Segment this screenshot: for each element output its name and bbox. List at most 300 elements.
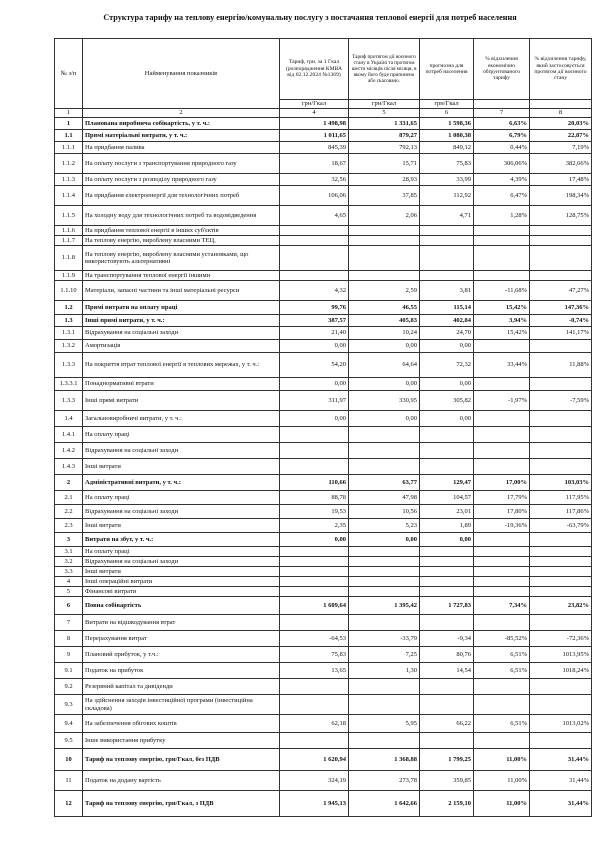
value-tariff: 1 609,64 [280, 597, 349, 615]
row-number: 11 [55, 771, 83, 791]
value-war-tariff [349, 459, 420, 475]
value-forecast: 1 080,38 [420, 130, 474, 142]
value-tariff: 845,39 [280, 142, 349, 154]
table-row [55, 533, 592, 547]
index-cell: 2 [83, 109, 280, 118]
value-tariff: 324,19 [280, 771, 349, 791]
value-forecast: 4,71 [420, 206, 474, 226]
value-tariff [280, 547, 349, 557]
table-row [55, 733, 592, 749]
value-war-tariff: 28,93 [349, 174, 420, 186]
value-deviation-war [530, 533, 592, 547]
value-tariff: 311,97 [280, 391, 349, 411]
value-forecast: 66,22 [420, 715, 474, 733]
value-deviation-war [530, 577, 592, 587]
indicator-name: На оплату послуги з транспортування природного газу [83, 154, 280, 174]
value-tariff: 62,18 [280, 715, 349, 733]
table-row [55, 411, 592, 427]
value-deviation-war: -7,59% [530, 391, 592, 411]
value-tariff: -64,53 [280, 631, 349, 647]
row-number: 3.3 [55, 567, 83, 577]
row-number: 1.1.1 [55, 142, 83, 154]
value-deviation [474, 246, 530, 271]
row-number: 3 [55, 533, 83, 547]
value-war-tariff: 2,06 [349, 206, 420, 226]
indicator-name: Прямі витрати на оплату праці [83, 301, 280, 315]
value-deviation [474, 378, 530, 391]
value-forecast: 1 799,25 [420, 749, 474, 771]
value-deviation-war [530, 226, 592, 236]
value-forecast: 115,14 [420, 301, 474, 315]
unit-col7 [474, 100, 530, 109]
indicator-name: Витрати на відшкодування втрат [83, 615, 280, 631]
table-row [55, 154, 592, 174]
value-tariff [280, 567, 349, 577]
row-number: 1 [55, 118, 83, 130]
value-deviation-war: 128,75% [530, 206, 592, 226]
value-forecast: 33,99 [420, 174, 474, 186]
value-deviation [474, 733, 530, 749]
value-tariff [280, 615, 349, 631]
value-war-tariff: 64,64 [349, 353, 420, 378]
indicator-name: На оплату послуги з розподілу природного газу [83, 174, 280, 186]
index-cell: 6 [420, 109, 474, 118]
value-deviation [474, 459, 530, 475]
value-forecast [420, 557, 474, 567]
indicator-name: На придбання палива [83, 142, 280, 154]
value-deviation: 6,51% [474, 647, 530, 663]
value-tariff [280, 733, 349, 749]
value-forecast [420, 615, 474, 631]
value-tariff: 19,53 [280, 505, 349, 519]
value-war-tariff [349, 226, 420, 236]
value-forecast [420, 236, 474, 246]
value-tariff [280, 679, 349, 695]
row-number: 1.1.3 [55, 174, 83, 186]
value-deviation [474, 411, 530, 427]
value-deviation: -1,97% [474, 391, 530, 411]
value-deviation-war [530, 378, 592, 391]
value-forecast: 1 598,36 [420, 118, 474, 130]
row-number: 7 [55, 615, 83, 631]
value-deviation: 6,51% [474, 663, 530, 679]
header-row [55, 39, 592, 100]
value-deviation: 6,51% [474, 715, 530, 733]
value-deviation-war: -63,79% [530, 519, 592, 533]
value-war-tariff: 5,95 [349, 715, 420, 733]
row-number: 1.4 [55, 411, 83, 427]
value-war-tariff: 0,00 [349, 411, 420, 427]
row-number: 1.3.3.1 [55, 378, 83, 391]
row-number: 1.1 [55, 130, 83, 142]
indicator-name: Податок на прибуток [83, 663, 280, 679]
value-deviation: 15,42% [474, 301, 530, 315]
row-number: 4 [55, 577, 83, 587]
row-number: 2.2 [55, 505, 83, 519]
table-row [55, 443, 592, 459]
value-deviation [474, 226, 530, 236]
unit-col8 [530, 100, 592, 109]
table-row [55, 174, 592, 186]
value-forecast [420, 271, 474, 281]
value-tariff: 88,78 [280, 491, 349, 505]
value-deviation: 11,00% [474, 749, 530, 771]
value-tariff: 110,66 [280, 475, 349, 491]
row-number: 5 [55, 587, 83, 597]
value-forecast: 80,76 [420, 647, 474, 663]
table-row [55, 427, 592, 443]
table-row [55, 647, 592, 663]
value-war-tariff: 0,00 [349, 378, 420, 391]
indicator-name: На оплату праці [83, 491, 280, 505]
row-number: 1.3.1 [55, 327, 83, 340]
row-number: 1.2 [55, 301, 83, 315]
value-war-tariff: 1 395,42 [349, 597, 420, 615]
value-war-tariff: 405,83 [349, 315, 420, 327]
value-deviation [474, 427, 530, 443]
value-war-tariff: 1,30 [349, 663, 420, 679]
row-number: 9.2 [55, 679, 83, 695]
value-forecast: 3,81 [420, 281, 474, 301]
table-row [55, 301, 592, 315]
row-number: 1.3.3 [55, 353, 83, 378]
table-row [55, 771, 592, 791]
value-war-tariff [349, 443, 420, 459]
indicator-name: На оплату праці [83, 427, 280, 443]
value-forecast [420, 547, 474, 557]
value-tariff: 1 945,13 [280, 791, 349, 817]
value-tariff: 0,00 [280, 340, 349, 353]
row-number: 12 [55, 791, 83, 817]
value-war-tariff: 7,25 [349, 647, 420, 663]
value-deviation-war: 382,66% [530, 154, 592, 174]
value-war-tariff: 1 368,88 [349, 749, 420, 771]
value-war-tariff [349, 427, 420, 443]
row-number: 2 [55, 475, 83, 491]
indicator-name: Загальновиробничі витрати, у т. ч.: [83, 411, 280, 427]
value-deviation [474, 567, 530, 577]
value-war-tariff [349, 271, 420, 281]
value-deviation: -85,52% [474, 631, 530, 647]
value-war-tariff: 46,55 [349, 301, 420, 315]
unit-col5: грн/Гкал [349, 100, 420, 109]
row-number: 1.1.10 [55, 281, 83, 301]
value-forecast [420, 695, 474, 715]
value-deviation [474, 340, 530, 353]
index-cell: 1 [55, 109, 83, 118]
table-row [55, 353, 592, 378]
indicator-name: Тариф на теплову енергію, грн/Гкал, без ПДВ [83, 749, 280, 771]
value-war-tariff: 15,71 [349, 154, 420, 174]
value-deviation-war: 17,48% [530, 174, 592, 186]
table-row [55, 597, 592, 615]
value-deviation-war [530, 733, 592, 749]
value-tariff [280, 226, 349, 236]
table-row [55, 557, 592, 567]
value-deviation-war: 7,19% [530, 142, 592, 154]
value-deviation: 6,79% [474, 130, 530, 142]
header-col-name: Найменування показників [83, 39, 280, 109]
row-number: 9.1 [55, 663, 83, 679]
value-deviation-war [530, 443, 592, 459]
value-forecast [420, 577, 474, 587]
value-deviation-war [530, 246, 592, 271]
value-tariff [280, 587, 349, 597]
indicator-name: Інші прямі витрати, у т. ч.: [83, 315, 280, 327]
value-war-tariff: 0,00 [349, 340, 420, 353]
value-deviation-war [530, 567, 592, 577]
value-war-tariff: 10,56 [349, 505, 420, 519]
value-deviation-war: 31,44% [530, 791, 592, 817]
value-deviation-war: 117,86% [530, 505, 592, 519]
row-number: 2.3 [55, 519, 83, 533]
value-deviation: 17,80% [474, 505, 530, 519]
table-row [55, 130, 592, 142]
value-war-tariff: 10,24 [349, 327, 420, 340]
row-number: 9.3 [55, 695, 83, 715]
value-tariff: 2,35 [280, 519, 349, 533]
value-tariff [280, 236, 349, 246]
value-deviation-war [530, 695, 592, 715]
value-deviation-war [530, 236, 592, 246]
value-forecast [420, 459, 474, 475]
value-deviation-war [530, 557, 592, 567]
table-row [55, 236, 592, 246]
value-deviation-war: 1013,02% [530, 715, 592, 733]
row-number: 9.4 [55, 715, 83, 733]
value-deviation-war: 1018,24% [530, 663, 592, 679]
header-col-deviation: % відхилення економічно обґрунтованого тарифу [474, 39, 530, 100]
table-row [55, 475, 592, 491]
value-forecast: 129,47 [420, 475, 474, 491]
row-number: 1.4.1 [55, 427, 83, 443]
value-war-tariff [349, 547, 420, 557]
value-forecast: 23,01 [420, 505, 474, 519]
value-forecast: 2 159,10 [420, 791, 474, 817]
indicator-name: На транспортування теплової енергії іншими [83, 271, 280, 281]
row-number: 1.1.8 [55, 246, 83, 271]
value-tariff: 4,65 [280, 206, 349, 226]
value-forecast [420, 567, 474, 577]
row-number: 9.5 [55, 733, 83, 749]
table-row [55, 315, 592, 327]
table-row [55, 186, 592, 206]
value-forecast: 1 727,83 [420, 597, 474, 615]
value-deviation [474, 443, 530, 459]
table-row [55, 577, 592, 587]
indicator-name: На придбання електроенергії для технологічних потреб [83, 186, 280, 206]
indicator-name: Матеріали, запасні частини та інші матеріальні ресурси [83, 281, 280, 301]
value-deviation [474, 577, 530, 587]
indicator-name: На теплову енергію, вироблену власними установками, що використовують альтернативні [83, 246, 280, 271]
value-deviation-war: 23,82% [530, 597, 592, 615]
table-row [55, 378, 592, 391]
header-col-no: № з/п [55, 39, 83, 109]
value-forecast: 849,12 [420, 142, 474, 154]
value-forecast [420, 587, 474, 597]
indicator-name: Інші витрати [83, 567, 280, 577]
value-forecast [420, 679, 474, 695]
value-deviation [474, 236, 530, 246]
indicator-name: Адміністративні витрати, у т. ч.: [83, 475, 280, 491]
indicator-name: Інші прямі витрати [83, 391, 280, 411]
indicator-name: Понаднормативні втрати [83, 378, 280, 391]
table-row [55, 695, 592, 715]
value-war-tariff: 47,98 [349, 491, 420, 505]
index-row [55, 109, 592, 118]
row-number: 1.1.7 [55, 236, 83, 246]
row-number: 1.4.3 [55, 459, 83, 475]
value-deviation [474, 533, 530, 547]
value-deviation-war: 1013,95% [530, 647, 592, 663]
value-deviation-war [530, 587, 592, 597]
value-deviation [474, 695, 530, 715]
value-war-tariff: 63,77 [349, 475, 420, 491]
value-forecast: 402,84 [420, 315, 474, 327]
value-war-tariff [349, 567, 420, 577]
row-number: 1.1.6 [55, 226, 83, 236]
value-tariff: 54,20 [280, 353, 349, 378]
value-forecast [420, 246, 474, 271]
value-deviation: 17,79% [474, 491, 530, 505]
value-forecast: 359,85 [420, 771, 474, 791]
document-title: Структура тарифу на теплову енергію/комунальну послугу з постачання теплової енергії для потреб населення [103, 13, 517, 22]
table-row [55, 491, 592, 505]
indicator-name: Інше використання прибутку [83, 733, 280, 749]
value-deviation: 0,44% [474, 142, 530, 154]
value-tariff: 99,76 [280, 301, 349, 315]
value-war-tariff [349, 577, 420, 587]
value-tariff [280, 246, 349, 271]
indicator-name: Інші витрати [83, 519, 280, 533]
value-tariff: 4,32 [280, 281, 349, 301]
value-deviation-war: 198,34% [530, 186, 592, 206]
value-deviation [474, 547, 530, 557]
index-cell: 4 [280, 109, 349, 118]
value-tariff: 0,00 [280, 533, 349, 547]
table-row [55, 715, 592, 733]
indicator-name: На придбання теплової енергії в інших суб'єктів [83, 226, 280, 236]
value-deviation-war: 22,87% [530, 130, 592, 142]
value-deviation-war [530, 340, 592, 353]
value-war-tariff: 330,95 [349, 391, 420, 411]
index-cell: 5 [349, 109, 420, 118]
value-forecast: 14,54 [420, 663, 474, 679]
value-war-tariff [349, 615, 420, 631]
value-deviation-war: 141,17% [530, 327, 592, 340]
table-row [55, 547, 592, 557]
table-row [55, 587, 592, 597]
indicator-name: Плановий прибуток, у т.ч.: [83, 647, 280, 663]
value-deviation: 3,94% [474, 315, 530, 327]
value-deviation: 6,47% [474, 186, 530, 206]
value-tariff: 32,56 [280, 174, 349, 186]
value-deviation: -11,68% [474, 281, 530, 301]
table-row [55, 519, 592, 533]
value-war-tariff [349, 733, 420, 749]
row-number: 1.1.2 [55, 154, 83, 174]
value-tariff: 0,00 [280, 411, 349, 427]
value-forecast [420, 226, 474, 236]
table-row [55, 459, 592, 475]
table-row [55, 791, 592, 817]
value-tariff: 1 498,98 [280, 118, 349, 130]
value-war-tariff [349, 695, 420, 715]
header-col-war-tariff: Тариф протягом дії воєнного стану в Україні та протягом шести місяців після місяця, в якому його буде припинено або скасовано. [349, 39, 420, 100]
indicator-name: На забезпечення обігових коштів [83, 715, 280, 733]
value-deviation-war: 147,36% [530, 301, 592, 315]
value-deviation [474, 587, 530, 597]
indicator-name: На покриття втрат теплової енергії в теплових мережах, у т. ч.: [83, 353, 280, 378]
value-tariff: 106,06 [280, 186, 349, 206]
index-cell: 8 [530, 109, 592, 118]
value-war-tariff: 1 331,65 [349, 118, 420, 130]
table-row [55, 663, 592, 679]
value-forecast: 1,89 [420, 519, 474, 533]
value-war-tariff: 879,27 [349, 130, 420, 142]
value-forecast: 0,00 [420, 378, 474, 391]
value-tariff: 18,67 [280, 154, 349, 174]
index-cell: 7 [474, 109, 530, 118]
value-war-tariff: 5,23 [349, 519, 420, 533]
row-number: 3.2 [55, 557, 83, 567]
indicator-name: Відрахування на соціальні заходи [83, 557, 280, 567]
value-deviation: 6,63% [474, 118, 530, 130]
value-tariff: 1 620,94 [280, 749, 349, 771]
indicator-name: Інші операційні витрати [83, 577, 280, 587]
table-row [55, 246, 592, 271]
value-deviation-war: 11,88% [530, 353, 592, 378]
indicator-name: На холодну воду для технологічних потреб та водовідведення [83, 206, 280, 226]
value-forecast: 72,32 [420, 353, 474, 378]
value-deviation-war [530, 459, 592, 475]
tariff-structure-table [54, 38, 592, 817]
value-deviation: 306,06% [474, 154, 530, 174]
unit-col6: грн/Гкал [420, 100, 474, 109]
indicator-name: Тариф на теплову енергію, грн/Гкал, з ПДВ [83, 791, 280, 817]
value-deviation: 11,00% [474, 791, 530, 817]
row-number: 8 [55, 631, 83, 647]
indicator-name: Резервний капітал та дивіденди [83, 679, 280, 695]
value-war-tariff [349, 679, 420, 695]
indicator-name: Податок на додану вартість [83, 771, 280, 791]
value-deviation: 7,34% [474, 597, 530, 615]
row-number: 10 [55, 749, 83, 771]
value-war-tariff: 792,13 [349, 142, 420, 154]
header-col-deviation-war: % відхилення тарифу, який застосовується протягом дії воєнного стану [530, 39, 592, 100]
row-number: 1.3 [55, 315, 83, 327]
indicator-name: Відрахування на соціальні заходи [83, 327, 280, 340]
table-row [55, 118, 592, 130]
header-col-tariff: Тариф, грн. за 1 Гкал (розпорядження КМВА від 02.12.2024 №1369) [280, 39, 349, 100]
value-forecast: 104,57 [420, 491, 474, 505]
indicator-name: Відрахування на соціальні заходи [83, 505, 280, 519]
value-deviation-war: -72,36% [530, 631, 592, 647]
value-forecast: 0,00 [420, 533, 474, 547]
table-row [55, 391, 592, 411]
value-tariff: 75,83 [280, 647, 349, 663]
indicator-name: Фінансові витрати [83, 587, 280, 597]
value-deviation: 33,44% [474, 353, 530, 378]
value-tariff: 13,65 [280, 663, 349, 679]
table-row [55, 615, 592, 631]
value-deviation-war [530, 271, 592, 281]
value-war-tariff [349, 557, 420, 567]
value-tariff [280, 427, 349, 443]
unit-col4: грн/Гкал [280, 100, 349, 109]
row-number: 1.3.3 [55, 391, 83, 411]
value-tariff: 0,00 [280, 378, 349, 391]
